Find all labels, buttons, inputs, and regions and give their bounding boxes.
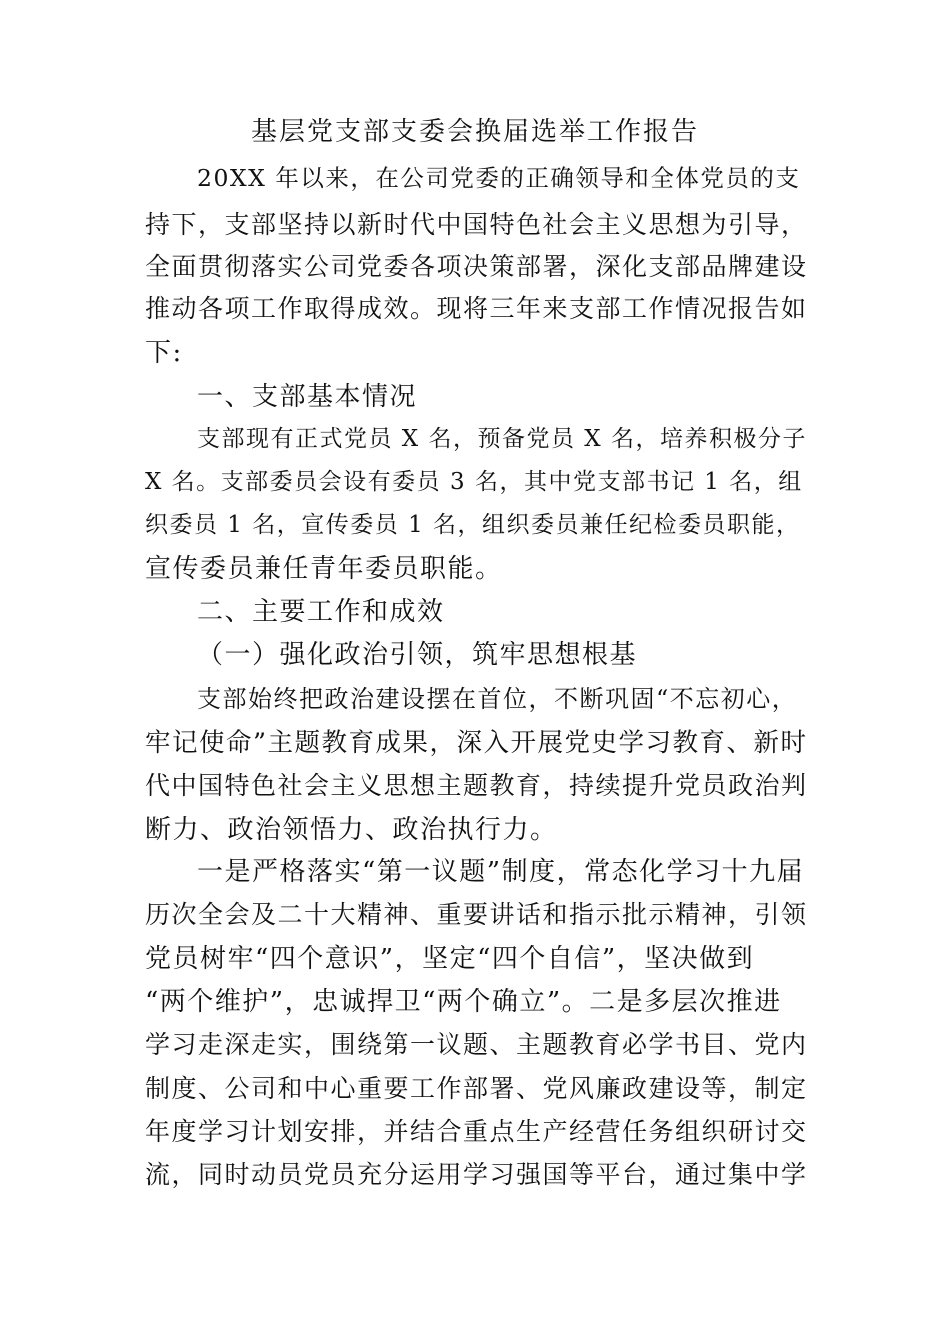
- text-line: 流，同时动员党员充分运用学习强国等平台，通过集中学: [145, 1160, 808, 1189]
- text-line: 支部现有正式党员 X 名，预备党员 X 名，培养积极分子: [197, 426, 807, 452]
- subsection-heading: （一）强化政治引领，筑牢思想根基: [197, 640, 638, 670]
- text-line: 牢记使命”主题教育成果，深入开展党史学习教育、新时: [145, 728, 808, 758]
- text-line: 制度、公司和中心重要工作部署、党风廉政建设等，制定: [145, 1074, 808, 1103]
- text-line: 支部始终把政治建设摆在首位，不断巩固“不忘初心，: [197, 685, 798, 713]
- text-line: 推动各项工作取得成效。现将三年来支部工作情况报告如: [145, 294, 808, 323]
- text-line: 一是严格落实“第一议题”制度，常态化学习十九届: [197, 857, 805, 887]
- text-line: “两个维护”，忠诚捍卫“两个确立”。二是多层次推进: [145, 987, 782, 1017]
- text-line: 20XX 年以来，在公司党委的正确领导和全体党员的支: [197, 164, 801, 192]
- text-line: X 名。支部委员会设有委员 3 名，其中党支部书记 1 名，组: [145, 469, 803, 495]
- document-title: 基层党支部支委会换届选举工作报告: [250, 117, 699, 147]
- text-line: 全面贯彻落实公司党委各项决策部署，深化支部品牌建设: [145, 252, 808, 281]
- section-heading: 一、支部基本情况: [197, 382, 418, 412]
- text-line: 织委员 1 名，宣传委员 1 名，组织委员兼任纪检委员职能，: [145, 512, 801, 538]
- text-line: 宣传委员兼任青年委员职能。: [145, 554, 503, 584]
- text-line: 党员树牢“四个意识”，坚定“四个自信”，坚决做到: [145, 944, 755, 974]
- section-heading: 二、主要工作和成效: [197, 597, 445, 627]
- text-line: 学习走深走实，围绕第一议题、主题教育必学书目、党内: [145, 1030, 808, 1059]
- text-line: 持下，支部坚持以新时代中国特色社会主义思想为引导，: [145, 210, 808, 239]
- text-line: 年度学习计划安排，并结合重点生产经营任务组织研讨交: [145, 1117, 808, 1146]
- text-line: 代中国特色社会主义思想主题教育，持续提升党员政治判: [145, 771, 808, 800]
- text-line: 断力、政治领悟力、政治执行力。: [145, 815, 558, 845]
- text-line: 下:: [145, 338, 183, 368]
- text-line: 历次全会及二十大精神、重要讲话和指示批示精神，引领: [145, 900, 808, 929]
